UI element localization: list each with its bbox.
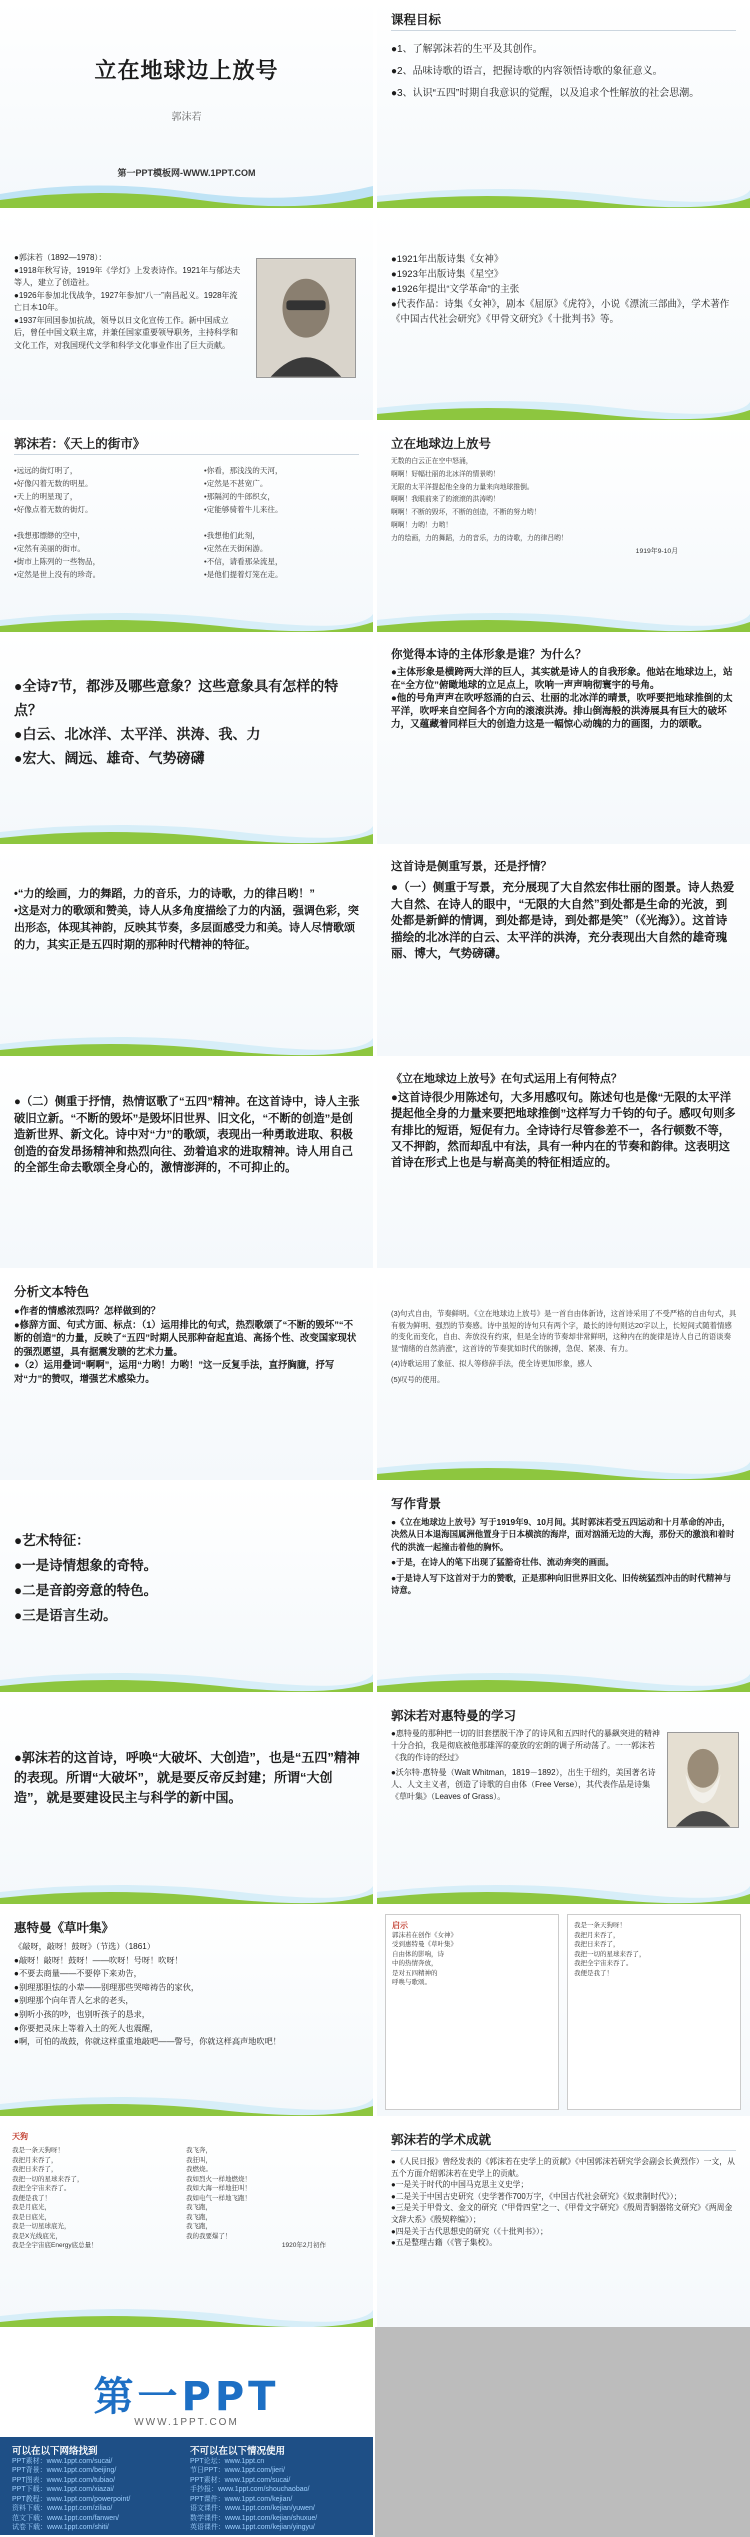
divider (14, 454, 359, 455)
credits-link[interactable]: 试卷下载：www.1ppt.com/shiti/ (12, 2524, 109, 2531)
bio-list (14, 252, 243, 352)
wave-decoration (0, 1870, 373, 1904)
slide-heading: 写作背景 (391, 1497, 442, 1511)
list-item: ●（2）运用叠词“啊啊”，运用“力哟！力哟！”这一反复手法，直抒胸臆，抒写对“力”的赞叹，增强艺术感染力。 (14, 1359, 335, 1384)
slide-author: 郭沫若 (171, 112, 202, 123)
poem-line: 我是X光线底光， (12, 2232, 62, 2240)
background-list (391, 1516, 738, 1596)
poem-date: 1920年2月初作 (281, 2242, 326, 2249)
poem-line (204, 516, 364, 529)
list-item: ●3、认识“五四”时期自我意识的觉醒，以及追求个性解放的社会思潮。 (391, 88, 700, 99)
poem-line: 啊啊！不断的毁坏，不断的创造，不断的努力哟！ (391, 509, 541, 517)
slide-emotion (0, 1060, 373, 1268)
list-item: ●（二）侧重于抒情，热情讴歌了“五四”精神。在这首诗中，诗人主张破旧立新。“不断的毁坏”是毁坏旧世界、旧文化，“不断的创造”是创造新世界、新文化。诗中对“力”的歌颂，表现出一种勇敢进取、积极创造的奋发昂扬精神和热烈向往、劲着追求的进取精神。诗人用自己的全部生命去歌颂全身心的，激情澎湃的，不可抑止的。 (14, 1096, 360, 1174)
tiangou-column-left (12, 2146, 172, 2251)
wave-decoration (377, 386, 750, 420)
spirit-list (14, 1748, 361, 1808)
poem-line: •你看，那浅浅的天河， (204, 466, 283, 475)
poem-line: •好像点着无数的街灯。 (14, 505, 93, 514)
list-item: ●啊，可怕的战鼓，你就这样重重地敲吧——警号，你就这样高声地吹吧！ (14, 2037, 281, 2047)
rhythm-list (391, 1308, 738, 1385)
list-item: •“力的绘画，力的舞蹈，力的音乐，力的诗歌，力的律吕哟！” (14, 888, 315, 900)
slide-inspiration (377, 1908, 750, 2116)
subject-list (391, 666, 738, 731)
list-item: ●作者的情感浓烈吗？怎样做到的？ (14, 1305, 161, 1316)
slide-scenery (377, 848, 750, 1056)
wave-decoration (0, 1022, 373, 1056)
slide-leaves (0, 1908, 373, 2116)
poem-text (391, 456, 738, 558)
slide-background (377, 1484, 750, 1692)
poem-line: •定然在天街闲游。 (204, 544, 268, 553)
page-line: 自由体的影响，诗 (392, 1950, 444, 1958)
list-item: ●1921年出版诗集《女神》 (391, 254, 504, 265)
slide-heading: 郭沫若：《天上的街市》 (14, 437, 146, 451)
page-line: 郭沫若在创作《女神》 (392, 1931, 457, 1939)
list-item: ●敲呀！敲呀！鼓呀！——吹呀！号呀！吹呀！ (14, 1955, 183, 1965)
poem-line: 我如烈火一样地燃烧！ (186, 2175, 251, 2183)
list-item: (3)句式自由，节奏鲜明。《立在地球边上放号》是一首自由体新诗，这首诗采用了不受严格的自由句式，具有极为鲜明、强烈的节奏感。诗中虽短的诗句只有两个字，最长的诗句则达20字以上，长短间式随着情感的变化而变化，自由、奔放没有约束，但是全诗的节奏却非常鲜明，这种内在的旋律是诗人自己的语谈奏显“情绪的自然消涨”，这首诗的节奏犹如时代的脉搏，急促、紧凑、有力。 (391, 1309, 737, 1353)
slide-art-features (0, 1484, 373, 1692)
poem-line: 我是日底光， (12, 2213, 51, 2221)
wave-decoration (377, 1446, 750, 1480)
slide-title-heading: 立在地球边上放号 (94, 58, 279, 83)
poem-line: 我飞跑， (186, 2223, 212, 2230)
poem-line: 我的我要爆了！ (186, 2232, 232, 2240)
list-item: ●于是，在诗人的笔下出现了猛豁奇壮伟、流动奔突的画面。 (391, 1557, 614, 1568)
list-item: ●《立在地球边上放号》写于1919年9、10月间。其时郭沫若受五四运动和十月革命的冲击，决然从日本退海国属洲他置身于日本横滨的海岸，面对汹涌无边的大海，那份天的激浪和着时代的洪流一起撞击着他的胸怀。 (391, 1517, 735, 1552)
list-item: ●惠特曼的那种把一切的旧套摆脱干净了的诗风和五四时代的暴飙突进的精神十分合拍，我是彻底被他那雄浑的豪放的宏朗的调子所动荡了。一一郭沫若《我的作诗的经过》 (391, 1729, 660, 1762)
goal-list (391, 42, 738, 102)
credits-link[interactable]: PPT素材：www.1ppt.com/sucai/ (190, 2476, 291, 2484)
brand-logo: 第一PPT (93, 2374, 280, 2420)
poem-line: •定能够骑着牛儿来往。 (204, 505, 283, 514)
list-item: ●郭沫若的这首诗，呼唤“大破坏、大创造”，也是“五四”精神的表现。所谓“大破坏”，就是要反帝反封建；所谓“大创造”，就是要建设民主与科学的新中国。 (14, 1750, 360, 1805)
credits-link[interactable]: PPT论坛：www.1ppt.cn (190, 2457, 265, 2465)
slide-goals (377, 0, 750, 208)
credits-link[interactable]: 节日PPT：www.1ppt.com/jieri/ (190, 2467, 285, 2474)
poem-line: •我想那缥缈的空中， (14, 531, 86, 540)
credits-column-1 (12, 2447, 182, 2533)
author-portrait (256, 258, 356, 378)
list-item: ●四是关于古代思想史的研究（《十批判书》）； (391, 2226, 548, 2236)
list-item: ●全诗7节，都涉及哪些意象？这些意象具有怎样的特点？ (14, 678, 339, 718)
slide-title (0, 0, 373, 208)
page-line: 是对五四精神的 (392, 1969, 438, 1977)
scenery-list (391, 880, 738, 963)
wave-decoration (0, 2294, 373, 2328)
list-item: ●沃尔特·惠特曼（Walt Whitman，1819－1892），出生于纽约，美国著名诗人、人文主义者，创造了诗歌的自由体（Free Verse），其代表作品是诗集《草叶集》（Leaves of Grass）。 (391, 1768, 656, 1801)
page-line: 我把全宇宙来吞了。 (574, 1960, 633, 1967)
poem-line: 啊啊！好幅壮丽的北冰洋的情景哟！ (391, 470, 500, 478)
slide-main-poem (377, 424, 750, 632)
poem-column-right (204, 464, 364, 581)
list-item: ●二是关于中国古史研究（史学著作700万字，《中国古代社会研究》《奴隶制时代》）； (391, 2191, 682, 2201)
poem-line: 我是一条天狗呀！ (12, 2147, 64, 2154)
credits-link[interactable]: PPT图表：www.1ppt.com/tubiao/ (12, 2476, 116, 2484)
credits-link[interactable]: 手抄报：www.1ppt.com/shouchaobao/ (190, 2486, 310, 2493)
list-item: ●1、了解郭沫若的生平及其创作。 (391, 44, 543, 55)
poem-line: •那隔河的牛郎织女， (204, 492, 276, 501)
credits-link[interactable]: 语文课件：www.1ppt.com/kejian/yuwen/ (190, 2505, 315, 2512)
list-item: ●三是语言生动。 (14, 1608, 117, 1623)
poem-line: 我飞奔， (186, 2147, 212, 2154)
slide-spirit (0, 1696, 373, 1904)
poem-line: 无限的太平洋提起他全身的力量来向地球推倒。 (391, 483, 534, 491)
list-item: ●一是关于时代的中国马克思主义史学； (391, 2180, 529, 2190)
works-list (391, 252, 738, 327)
credits-link[interactable]: 范文下载：www.1ppt.com/fanwen/ (12, 2514, 119, 2522)
poem-line: •天上的明星现了， (14, 492, 78, 501)
features-list (14, 1304, 361, 1386)
slide-heading: 郭沫若的学术成就 (391, 2133, 492, 2147)
poem-line: 我便是我了！ (12, 2194, 51, 2202)
slide-heading: 分析文本特色 (14, 1285, 90, 1299)
page-line: 受到惠特曼《草叶集》 (392, 1941, 457, 1948)
divider (391, 2150, 736, 2151)
list-item: ●白云、北冰洋、太平洋、洪涛、我、力 (14, 726, 261, 742)
page-heading: 启示 (392, 1921, 408, 1930)
poem-line: •定然是世上没有的珍奇。 (14, 570, 101, 579)
whitman-portrait (667, 1732, 739, 1828)
credits-link[interactable]: PPT素材：www.1ppt.com/sucai/ (12, 2457, 113, 2465)
poem-line: 我如大海一样地狂叫！ (186, 2185, 251, 2192)
page-line: 我便是我了！ (574, 1969, 613, 1977)
list-item: 《敲呀，敲呀！鼓呀》（节选）（1861） (14, 1942, 156, 1951)
power-list (14, 886, 361, 954)
slide-credits (0, 2327, 373, 2537)
whitman-list (391, 1728, 660, 1803)
poem-line: •远远的街灯明了， (14, 466, 78, 475)
wave-decoration (0, 174, 373, 208)
list-item: ●于是诗人写下这首对于力的赞歌，正是那种向旧世界旧文化、旧传统猛烈冲击的时代精神与诗意。 (391, 1572, 732, 1596)
divider (391, 30, 736, 31)
poem-column-left (14, 464, 174, 581)
list-item: ●二是音韵旁意的特色。 (14, 1583, 158, 1598)
list-item: ●1918年秋写诗，1919年《学灯》上发表诗作。1921年与郁达夫等人，建立了创造社。 (14, 265, 241, 287)
poem-line: •不信，请看那朵流星， (204, 557, 283, 566)
poem-line: •定然有美丽的街市。 (14, 544, 86, 553)
poem-line: •街市上陈列的一些物品， (14, 557, 101, 566)
wave-decoration (377, 1870, 750, 1904)
list-item: ●修辞方面、句式方面、标点：（1）运用排比的句式，热烈歌颂了“不断的毁坏”“不断的创造”的力量，反映了“五四”时期人民那种奋起直追、高扬个性、改变国家现状的强烈愿望，具有据震发聩的艺术力量。 (14, 1318, 357, 1357)
scholarship-list (391, 2156, 738, 2249)
poem-line: 我燃烧。 (186, 2166, 212, 2173)
list-item: ●别理那胆怯的小辈——别理那些哭啼祷告的家伙， (14, 1982, 200, 1992)
poem-line: 我狂叫， (186, 2156, 212, 2164)
credits-column-2 (190, 2447, 360, 2533)
list-item: ●宏大、阔远、雄奇、气势磅礴 (14, 750, 205, 766)
poem-line: 力的绘画，力的舞蹈，力的音乐，力的诗歌，力的律吕哟！ (391, 534, 568, 542)
art-list (14, 1528, 361, 1628)
wave-decoration (0, 598, 373, 632)
poem-line: 啊啊！我眼前来了的滚滚的洪涛哟！ (391, 496, 500, 504)
imagery-list (14, 674, 361, 770)
slide-heading: 课程目标 (391, 13, 442, 27)
list-item: ●这首诗很少用陈述句，大多用感叹句。陈述句也是像“无限的太平洋提起他全身的力量来要把地球推倒”这样写力千钧的句子。感叹句则多有排比的短语，短促有力。全诗诗行尽管参差不一，各行顿数不等，又不押韵，然而却乱中有法，具有一种内在的节奏和韵律。这表明这首诗在形式上也是与崭高美的特征相适应的。 (391, 1092, 736, 1170)
slide-heading: 惠特曼《草叶集》 (14, 1921, 115, 1935)
list-item: (5)叹号的使用。 (391, 1374, 445, 1384)
slide-imagery (0, 636, 373, 844)
page-line: 我把月来吞了， (574, 1931, 620, 1939)
poem-line: •定然是不甚宽广。 (204, 479, 268, 488)
slide-works (377, 212, 750, 420)
list-item: ●代表作品：诗集《女神》，剧本《屈原》《虎符》，小说《漂流三部曲》，学术著作《中国古代社会研究》《甲骨文研究》《十批判书》等。 (391, 299, 730, 325)
credits-heading: 不可以在以下情况使用 (190, 2446, 286, 2457)
list-item: ●1926年参加北伐战争，1927年参加“八一”南昌起义。1928年流亡日本10年。 (14, 290, 238, 312)
wave-decoration (377, 1658, 750, 1692)
poem-line: 我如电气一样地飞跑！ (186, 2194, 251, 2202)
slide-street-poem (0, 424, 373, 632)
empty-slot (375, 2327, 750, 2537)
page-line: 呼唤与歌颂。 (392, 1979, 431, 1986)
credits-link[interactable]: 英语课件：www.1ppt.com/kejian/yingyu/ (190, 2524, 315, 2531)
list-item: ●主体形象是横跨两大洋的巨人，其实就是诗人的自我形象。他站在地球边上，站在“全方位”俯瞰地球的立足点上，吹响一声声响彻寰宇的号角。 (391, 667, 733, 691)
slide-heading: 《立在地球边上放号》在句式运用上有何特点？ (391, 1073, 622, 1085)
slide-whitman (377, 1696, 750, 1904)
poem-line: 无数的白云正在空中怒涌， (391, 458, 473, 465)
poem-line: 我把一切的星球来吞了， (12, 2175, 84, 2183)
wave-decoration (0, 1658, 373, 1692)
poem-line: 我是全宇宙底Energy底总量！ (12, 2242, 98, 2249)
site-watermark: 第一PPT模板网-WWW.1PPT.COM (117, 168, 256, 178)
poem-line: •好像闪着无数的明星。 (14, 479, 93, 488)
poem-line: 啊啊！力哟！力哟！ (391, 521, 453, 529)
slide-bio (0, 212, 373, 420)
slide-tiangou (0, 2120, 373, 2328)
list-item: ●他的号角声声在吹呼怒涌的白云、壮丽的北冰洋的晴景，吹呼要把地球推倒的太平洋，吹呼来自空间各个方向的滚滚洪涛。排山倒海般的洪涛展具有巨大的破坏力，又蕴藏着同样巨大的创造力这是一幅惊心动魄的力的画图，力的颂歌。 (391, 693, 733, 730)
tiangou-column-right (186, 2146, 346, 2251)
poem-page-left (385, 1914, 559, 2110)
credits-link[interactable]: PPT教程：www.1ppt.com/powerpoint/ (12, 2495, 131, 2503)
slide-syntax (377, 1060, 750, 1268)
emotion-list (14, 1094, 361, 1177)
page-line: 我把日来吞了， (574, 1941, 620, 1948)
slide-power (0, 848, 373, 1056)
poem-line: 我把全宇宙来吞了。 (12, 2185, 71, 2192)
slide-rhythm (377, 1272, 750, 1480)
wave-decoration (0, 810, 373, 844)
list-item: ●你要把灵床上等着入土的死人也震醒， (14, 2023, 159, 2033)
list-item: (4)诗歌运用了象征、拟人等修辞手法，使全诗更加形象，感人 (391, 1359, 593, 1368)
list-item: ●2、品味诗歌的语言，把握诗歌的内容领悟诗歌的象征意义。 (391, 66, 663, 77)
list-item: ●（一）侧重于写景，充分展现了大自然宏伟壮丽的图景。诗人热爱大自然、在诗人的眼中，“无限的大自然”到处都是生命的光波，到处都是新鲜的情调，到处都是诗，到处都是笑”（《光海》）。这首诗描绘的北冰洋的白云、太平洋的洪涛，充分表现出大自然的雄奇瑰丽、博大，气势磅礴。 (391, 881, 735, 960)
slide-heading: 立在地球边上放号 (391, 437, 492, 451)
credits-link[interactable]: 资料下载：www.1ppt.com/ziliao/ (12, 2505, 113, 2512)
wave-decoration (377, 598, 750, 632)
credits-bar (0, 2437, 373, 2535)
list-item: ●郭沫若（1892—1978）： (14, 253, 107, 262)
slide-subject (377, 636, 750, 844)
list-item: ●五是整理古籍（《管子集校》。 (391, 2238, 498, 2248)
list-item: ●一是诗情想象的奇特。 (14, 1558, 158, 1573)
list-item: ●《人民日报》曾经发表的《郭沫若在史学上的贡献》《中国郭沫若研究学会副会长黄烈作）一文，从五个方面介绍郭沫若在史学上的贡献。 (391, 2157, 735, 2178)
list-item: ●艺术特征： (14, 1533, 90, 1548)
page-heading: 天狗 (12, 2132, 28, 2141)
poem-line: 我是月底光， (12, 2204, 51, 2211)
poem-line: 我飞跑， (186, 2204, 212, 2211)
wave-decoration (377, 174, 750, 208)
page-line: 中的热情奔放， (392, 1960, 438, 1967)
credits-link[interactable]: PPT背景：www.1ppt.com/beijing/ (12, 2467, 117, 2474)
list-item: ●别理那个向年青人乞求的老头， (14, 1996, 134, 2006)
poem-line: •我想他们此刻， (204, 531, 260, 540)
slide-heading: 你觉得本诗的主体形象是谁？为什么？ (391, 649, 587, 661)
slide-scholarship (377, 2120, 750, 2328)
poem-line: 我飞跑， (186, 2213, 212, 2221)
syntax-list (391, 1090, 738, 1171)
wave-decoration (0, 2082, 373, 2116)
leaves-list (14, 1940, 361, 2049)
brand-url: WWW.1PPT.COM (134, 2417, 239, 2428)
poem-date: 1919年9-10月 (635, 547, 678, 555)
list-item: ●三是关于甲骨文、金文的研究（“甲骨四堂”之一、《甲骨文字研究》《殷周青铜器铭文研究》《两周金文辞大系》《殷契粹编》）； (391, 2203, 733, 2224)
list-item: ●别听小孩的吵，也别听孩子的恳求， (14, 2009, 150, 2019)
page-line: 我是一条天狗呀！ (574, 1922, 626, 1929)
list-item: ●不要去商量——不要停下来劝告， (14, 1969, 142, 1979)
page-line: 我把一切的星球来吞了， (574, 1950, 646, 1958)
list-item: •这是对力的歌颂和赞美，诗人从多角度描绘了力的内涵，强调色彩，突出形态，体现其神韵，反映其节奏，多层面感受力和美。诗人尽情歌颂的力，其实正是五四时期的那种时代精神的特征。 (14, 905, 359, 951)
slide-features (0, 1272, 373, 1480)
credits-link[interactable]: 数学课件：www.1ppt.com/kejian/shuxue/ (190, 2514, 318, 2522)
slide-heading: 郭沫若对惠特曼的学习 (391, 1709, 517, 1723)
poem-line (14, 516, 174, 529)
tiangou-page (6, 2126, 366, 2286)
credits-link[interactable]: PPT课件：www.1ppt.com/kejian/ (190, 2495, 293, 2503)
slide-heading: 这首诗是侧重写景，还是抒情？ (391, 861, 552, 873)
list-item: ●1937年回国参加抗战，领导以日文化宣传工作。新中国成立后，曾任中国文联主席，并兼任国家重要领导职务，主持科学和文化工作，对我国现代文学和科学文化事业作出了巨大贡献。 (14, 315, 238, 350)
poem-line: •是他们提着灯笼在走。 (204, 570, 283, 579)
poem-line: 我把日来吞了， (12, 2166, 58, 2173)
poem-page-right (567, 1914, 741, 2110)
list-item: ●1923年出版诗集《星空》 (391, 269, 504, 280)
poem-line: 我把月来吞了， (12, 2156, 58, 2164)
poem-line: 我是一切星球底光， (12, 2223, 71, 2230)
list-item: ●1926年提出“文学革命”的主张 (391, 284, 520, 295)
credits-link[interactable]: PPT下载：www.1ppt.com/xiazai/ (12, 2486, 114, 2493)
credits-heading: 可以在以下网络找到 (12, 2446, 98, 2457)
